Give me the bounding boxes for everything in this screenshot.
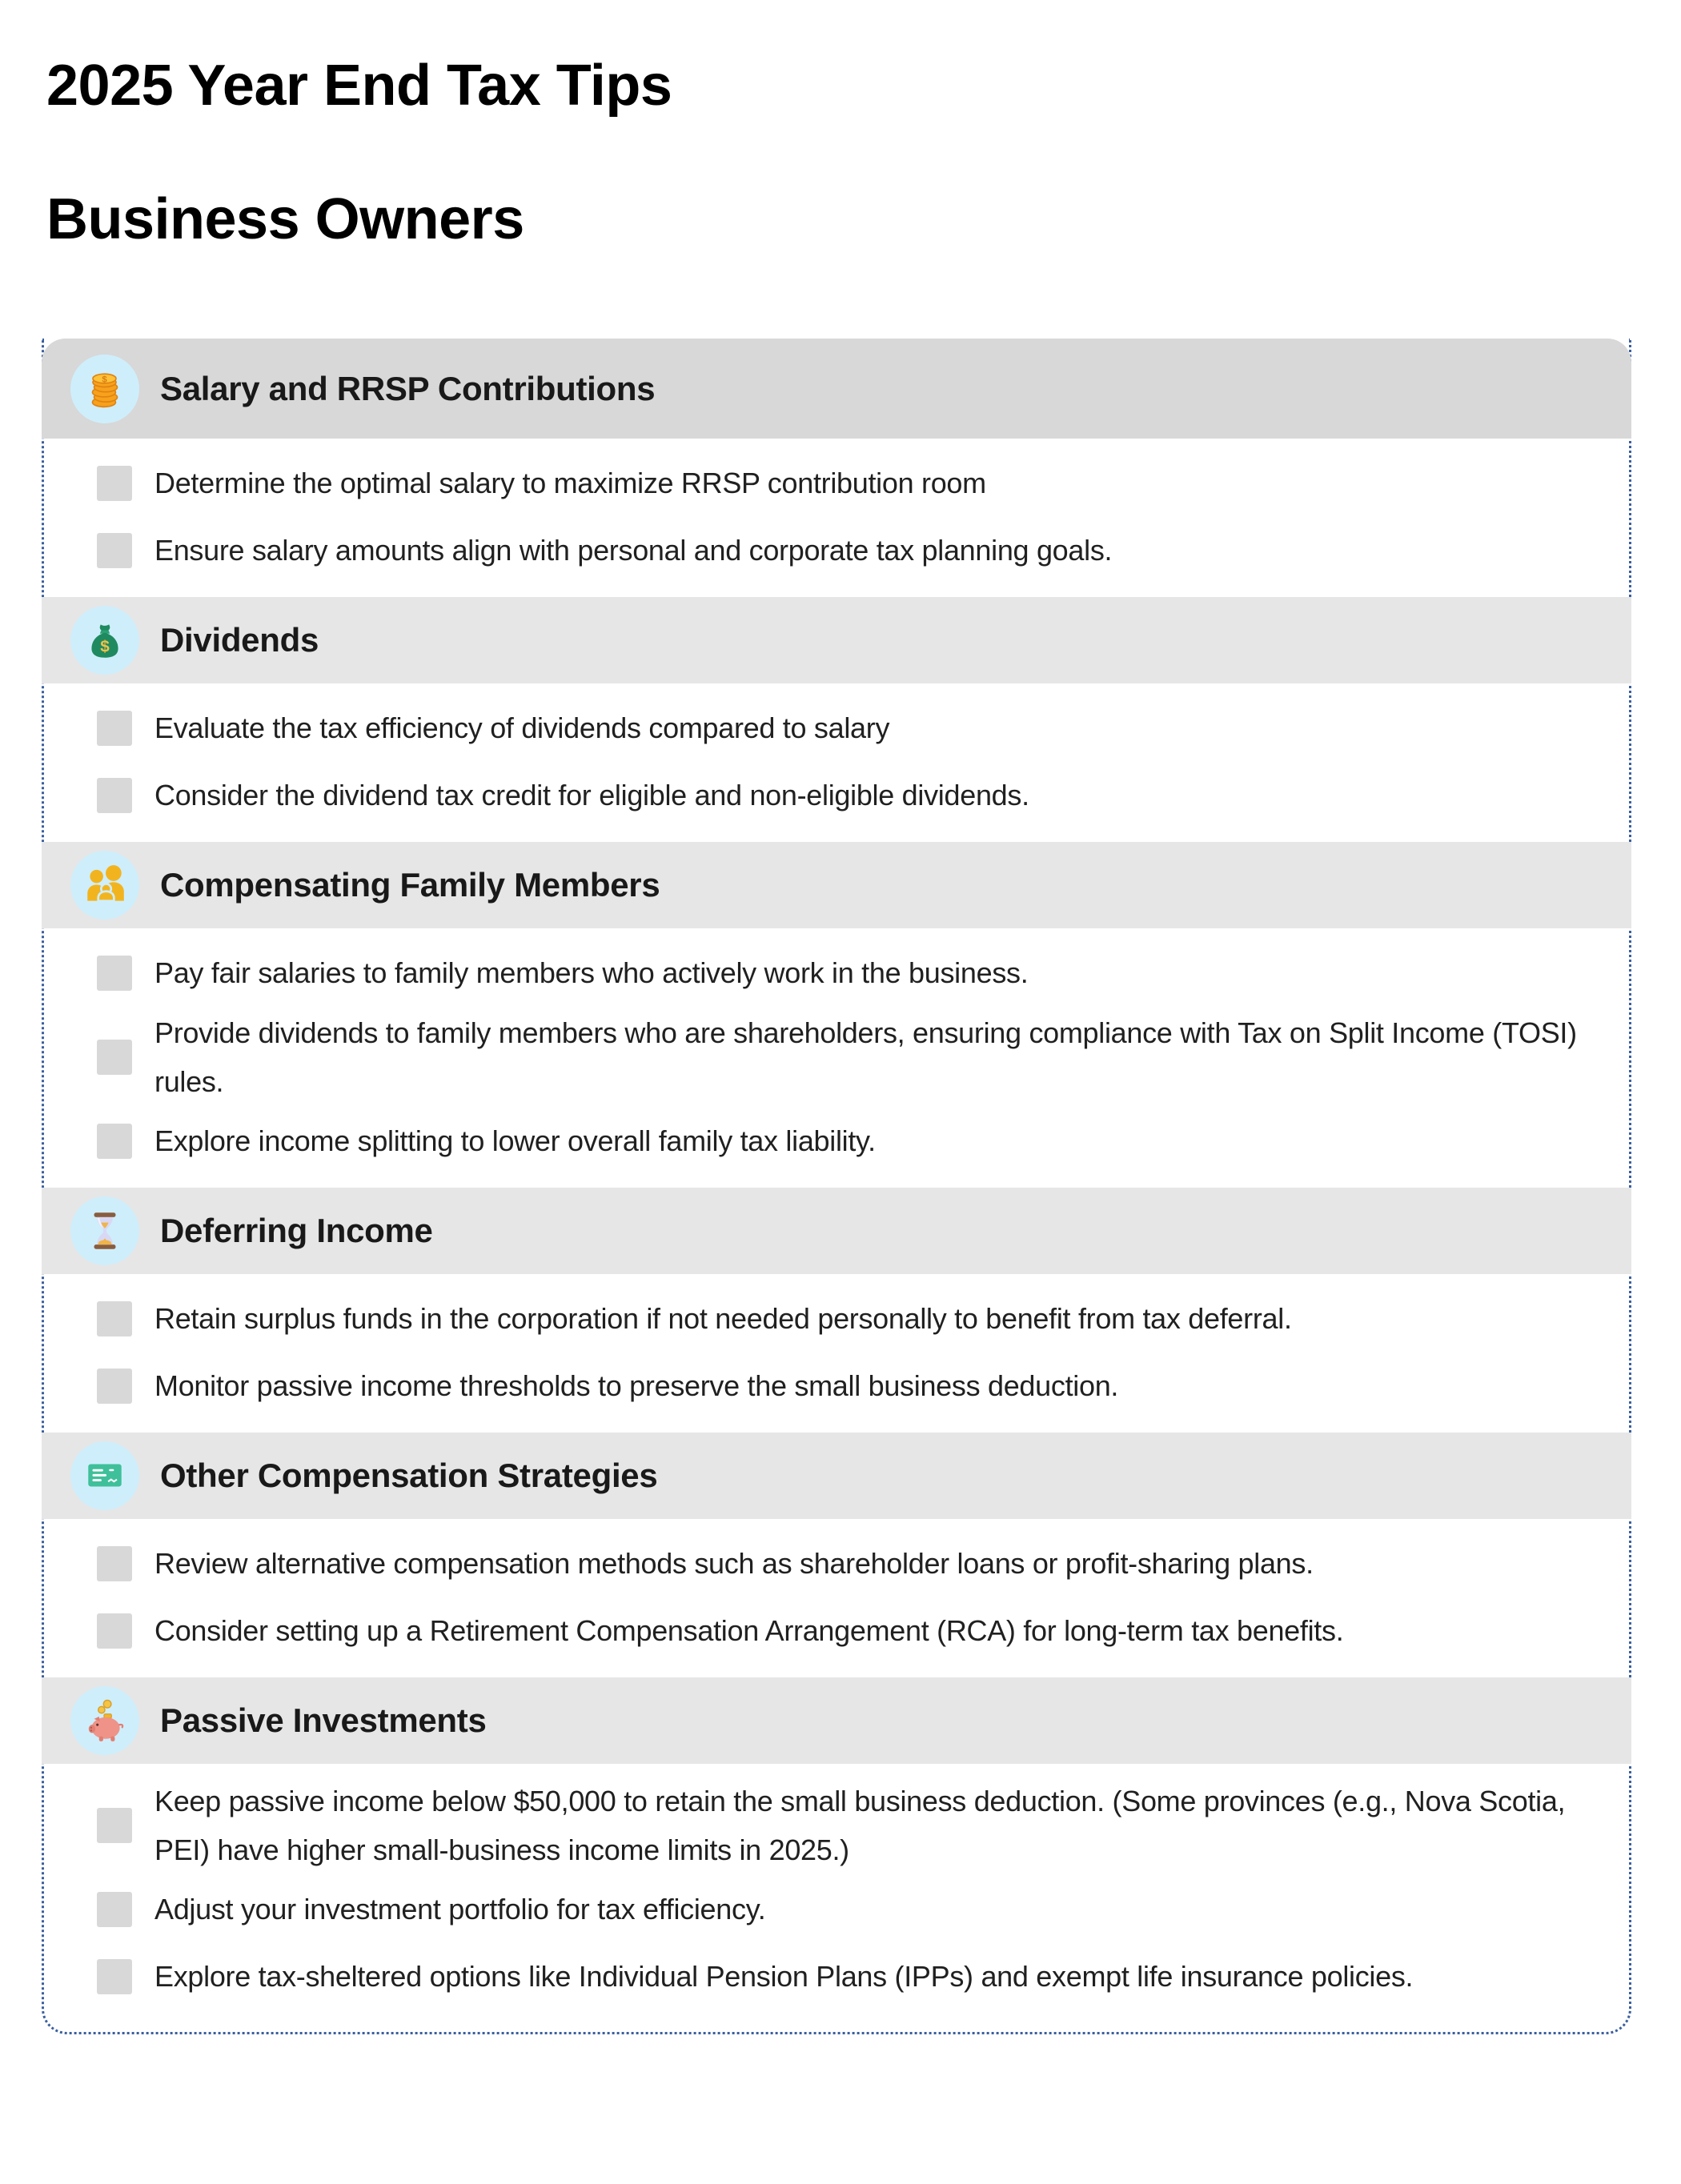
checklist-item	[44, 1007, 1629, 1108]
section-header	[42, 339, 1631, 439]
svg-text:$: $	[100, 637, 110, 656]
checklist-item-label: Consider the dividend tax credit for eligible and non-eligible dividends.	[154, 779, 1029, 812]
checklist-item-label: Determine the optimal salary to maximize RRSP contribution room	[154, 467, 986, 500]
checklist-container	[42, 339, 1631, 2034]
checklist-item	[44, 1352, 1629, 1420]
checkbox[interactable]	[97, 466, 132, 501]
section-header	[42, 1677, 1631, 1764]
checklist-item-label: Keep passive income below $50,000 to retain the small business deduction. (Some provinces (e.g., Nova Scotia, PEI) have higher small-business income limits in 2025.)	[154, 1784, 1566, 1866]
checklist-item-label: Ensure salary amounts align with personal and corporate tax planning goals.	[154, 534, 1113, 567]
checklist-item-label: Evaluate the tax efficiency of dividends compared to salary	[154, 711, 890, 745]
checklist-item-label: Pay fair salaries to family members who actively work in the business.	[154, 956, 1029, 990]
checkbox[interactable]	[97, 956, 132, 991]
section-items	[44, 683, 1629, 829]
section-title: Other Compensation Strategies	[160, 1457, 658, 1494]
section-items	[44, 1274, 1629, 1420]
checkbox[interactable]	[97, 1040, 132, 1075]
checklist-item	[44, 517, 1629, 584]
checklist-item	[44, 1285, 1629, 1352]
section-title: Deferring Income	[160, 1212, 433, 1249]
section-header	[42, 1433, 1631, 1519]
checklist-item-label: Explore tax-sheltered options like Individual Pension Plans (IPPs) and exempt life insurance policies.	[154, 1960, 1414, 1994]
checklist-item	[44, 1597, 1629, 1665]
checkbox[interactable]	[97, 1301, 132, 1336]
checkbox[interactable]	[97, 1546, 132, 1581]
checkbox[interactable]	[97, 778, 132, 813]
checklist-item	[44, 940, 1629, 1007]
checklist-item-label: Retain surplus funds in the corporation if not needed personally to benefit from tax deferral.	[154, 1302, 1292, 1336]
checklist-item	[44, 1775, 1629, 1876]
section-items	[44, 439, 1629, 584]
family-icon	[70, 851, 139, 920]
checklist-item-label: Consider setting up a Retirement Compensation Arrangement (RCA) for long-term tax benefits.	[154, 1614, 1344, 1648]
section-header	[42, 842, 1631, 928]
section-header	[42, 1188, 1631, 1274]
checkbox[interactable]	[97, 1892, 132, 1927]
checklist-item	[44, 1943, 1629, 2010]
money-bag-icon	[70, 606, 139, 675]
checklist-item-label: Adjust your investment portfolio for tax efficiency.	[154, 1893, 766, 1926]
section-header	[42, 597, 1631, 683]
checklist-item-label: Review alternative compensation methods such as shareholder loans or profit-sharing plans.	[154, 1547, 1314, 1581]
checklist-item-label: Monitor passive income thresholds to preserve the small business deduction.	[154, 1369, 1119, 1403]
section-title: Passive Investments	[160, 1701, 487, 1739]
checklist-item	[44, 1876, 1629, 1943]
checklist-item	[44, 450, 1629, 517]
page-title-line1: 2025 Year End Tax Tips	[46, 54, 672, 118]
piggy-bank-icon	[70, 1686, 139, 1755]
checkbox[interactable]	[97, 1124, 132, 1159]
checkbox[interactable]	[97, 533, 132, 568]
section-items	[44, 1764, 1629, 2010]
checkbox[interactable]	[97, 711, 132, 746]
section-items	[44, 928, 1629, 1175]
checkbox[interactable]	[97, 1959, 132, 1994]
page-title-line2: Business Owners	[46, 187, 524, 252]
checklist-item	[44, 1530, 1629, 1597]
checklist-item	[44, 695, 1629, 762]
section-title: Dividends	[160, 621, 319, 659]
checklist-item	[44, 1108, 1629, 1175]
section-items	[44, 1519, 1629, 1665]
section-title: Salary and RRSP Contributions	[160, 369, 656, 407]
checkbox[interactable]	[97, 1369, 132, 1404]
hourglass-icon	[70, 1196, 139, 1265]
page-title	[46, 53, 672, 254]
cheque-icon	[70, 1441, 139, 1510]
section-title: Compensating Family Members	[160, 866, 660, 904]
checklist-item-label: Provide dividends to family members who are shareholders, ensuring compliance with Tax on Split Income (TOSI) rules.	[154, 1016, 1577, 1098]
checkbox[interactable]	[97, 1808, 132, 1843]
svg-text:$: $	[102, 374, 107, 384]
coins-icon	[70, 355, 139, 423]
checklist-item-label: Explore income splitting to lower overall family tax liability.	[154, 1124, 876, 1158]
checkbox[interactable]	[97, 1613, 132, 1649]
checklist-item	[44, 762, 1629, 829]
